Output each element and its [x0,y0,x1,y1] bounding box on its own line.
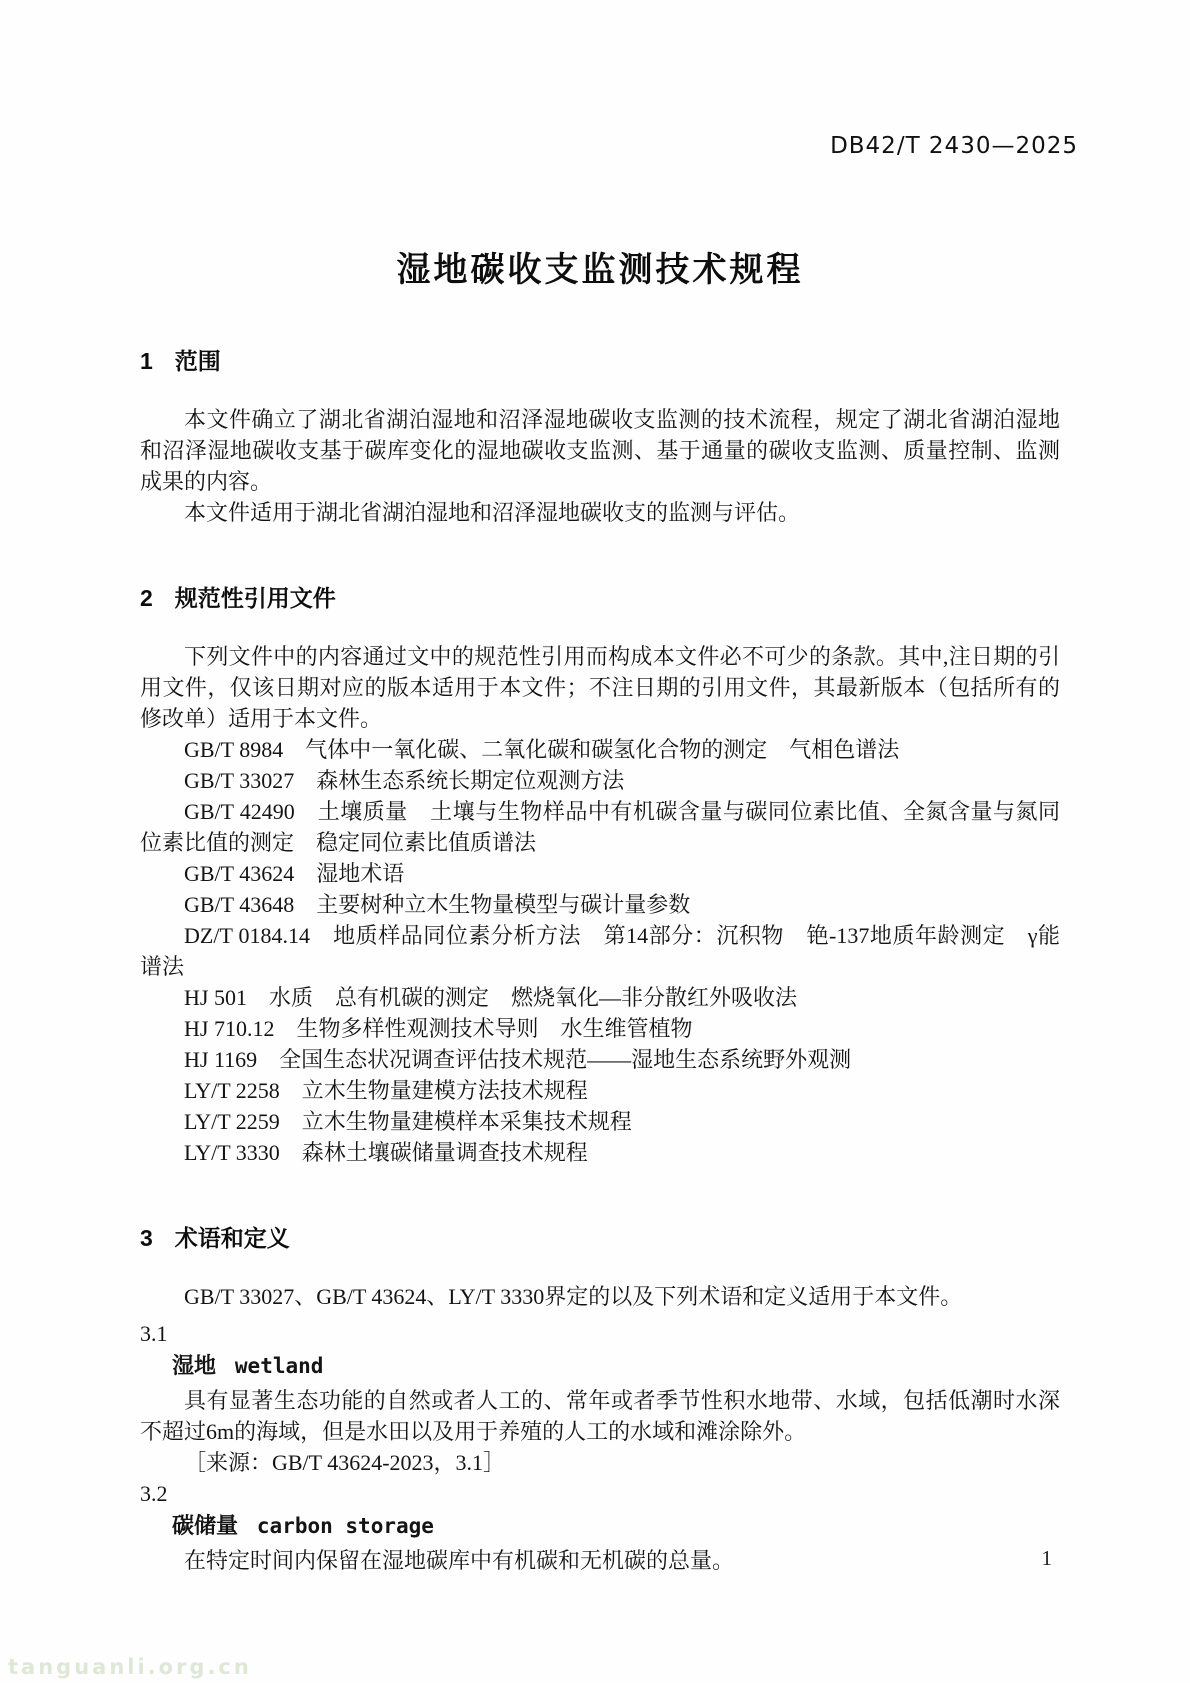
scope-paragraph-1: 本文件确立了湖北省湖泊湿地和沼泽湿地碳收支监测的技术流程，规定了湖北省湖泊湿地和沼泽湿地碳收支基于碳库变化的湿地碳收支监测、基于通量的碳收支监测、质量控制、监测成果的内容。 [140,407,1060,494]
term-name [140,1350,1060,1385]
standard-number: DB42/T 2430—2025 [830,133,1078,159]
term-english: carbon storage [256,1514,434,1538]
term-number: 3.1 [140,1321,168,1346]
section-2-heading [140,580,1060,613]
section-2-number: 2 [140,585,153,611]
term-source: ［来源：GB/T 43624-2023，3.1］ [184,1450,506,1475]
section-3-heading [140,1220,1060,1253]
reference-item: GB/T 42490 土壤质量 土壤与生物样品中有机碳含量与碳同位素比值、全氮含量与氮同位素比值的测定 稳定同位素比值质谱法 [140,799,1060,855]
section-2-title: 规范性引用文件 [174,585,336,611]
document-title: 湿地碳收支监测技术规程 [396,251,804,289]
page-number: 1 [1041,1546,1052,1570]
reference-item: GB/T 8984 气体中一氧化碳、二氧化碳和碳氢化合物的测定 气相色谱法 [184,737,900,762]
reference-item: GB/T 43624 湿地术语 [184,861,405,886]
term-english: wetland [234,1354,324,1378]
term-definition: 具有显著生态功能的自然或者人工的、常年或者季节性积水地带、水域，包括低潮时水深不超过6m的海域，但是水田以及用于养殖的人工的水域和滩涂除外。 [140,1388,1060,1444]
term-chinese: 湿地 [172,1353,217,1378]
reference-item: HJ 1169 全国生态状况调查评估技术规范——湿地生态系统野外观测 [184,1047,852,1072]
reference-item: DZ/T 0184.14 地质样品同位素分析方法 第14部分：沉积物 铯-137地质年龄测定 γ能谱法 [140,923,1060,979]
term-number: 3.2 [140,1481,168,1506]
terms-intro: GB/T 33027、GB/T 43624、LY/T 3330界定的以及下列术语和定义适用于本文件。 [184,1284,963,1309]
reference-list [140,734,1060,1168]
section-3-title: 术语和定义 [174,1225,290,1251]
section-1-title: 范围 [174,348,221,374]
reference-item: GB/T 33027 森林生态系统长期定位观测方法 [184,768,625,793]
reference-item: LY/T 3330 森林土壤碳储量调查技术规程 [184,1140,588,1165]
reference-item: HJ 501 水质 总有机碳的测定 燃烧氧化—非分散红外吸收法 [184,985,797,1010]
section-1-number: 1 [140,348,153,374]
term-name [140,1510,1060,1545]
reference-item: LY/T 2259 立木生物量建模样本采集技术规程 [184,1109,632,1134]
term-chinese: 碳储量 [172,1513,239,1538]
reference-item: GB/T 43648 主要树种立木生物量模型与碳计量参数 [184,892,691,917]
watermark: tanguanli.org.cn [8,1655,252,1679]
reference-item: HJ 710.12 生物多样性观测技术导则 水生维管植物 [184,1016,693,1041]
term-entry-3-2 [140,1478,1060,1576]
reference-item: LY/T 2258 立木生物量建模方法技术规程 [184,1078,588,1103]
term-entry-3-1 [140,1318,1060,1478]
term-definition: 在特定时间内保留在湿地碳库中有机碳和无机碳的总量。 [184,1548,735,1573]
section-3-number: 3 [140,1225,153,1251]
section-1-heading [140,343,1060,376]
page-content [140,242,1060,1576]
scope-paragraph-2: 本文件适用于湖北省湖泊湿地和沼泽湿地碳收支的监测与评估。 [184,500,801,525]
normative-references-intro: 下列文件中的内容通过文中的规范性引用而构成本文件必不可少的条款。其中,注日期的引用文件，仅该日期对应的版本适用于本文件；不注日期的引用文件，其最新版本（包括所有的修改单）适用于本文件。 [140,644,1060,731]
